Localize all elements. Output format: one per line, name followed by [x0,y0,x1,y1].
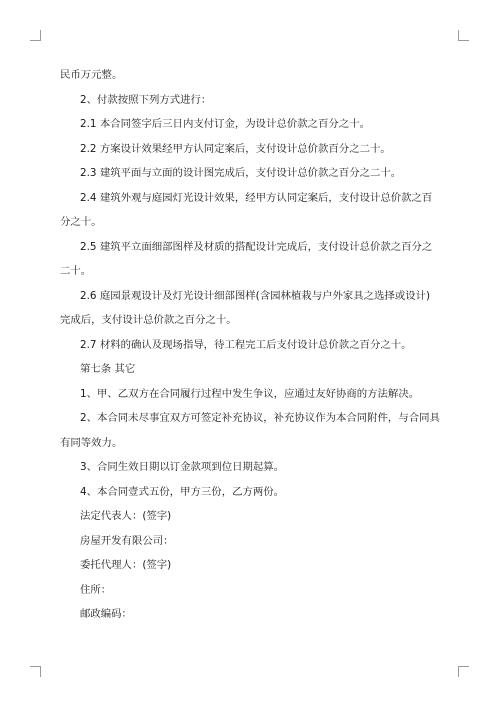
article-heading: 第七条 其它 [80,363,136,375]
paragraph-other-2: 2、本合同未尽事宜双方可签定补充协议，补充协议作为本合同附件，与合同具有同等效力。 [60,412,440,449]
signature-postcode: 邮政编码： [80,608,132,620]
signature-legal-representative: 法定代表人：(签字) [80,510,172,522]
page-corner-mark-bottom-right [458,666,469,677]
paragraph-other-4: 4、本合同壹式五份，甲方三份，乙方两份。 [80,485,285,498]
page-corner-mark-top-right [458,30,469,41]
paragraph-payment-2-5: 2.5 建筑平立面细部图样及材质的搭配设计完成后，支付设计总价款之百分之二十。 [60,240,433,277]
paragraph-other-3: 3、合同生效日期以订金款项到位日期起算。 [80,461,285,473]
paragraph-payment-2-1: 2.1 本合同签字后三日内支付订金，为设计总价款之百分之十。 [80,118,370,130]
paragraph-payment-2-2: 2.2 方案设计效果经甲方认同定案后，支付设计总价款百分之二十。 [80,142,391,155]
signature-address: 住所： [80,583,112,596]
paragraph-payment-2-4: 2.4 建筑外观与庭园灯光设计效果，经甲方认同定案后，支付设计总价款之百分之十。 [60,191,433,228]
paragraph-payment-2-6: 2.6 庭园景观设计及灯光设计细部图样(含园林植栽与户外家具之选择或设计)完成后，支付设计总价款之百分之十。 [60,289,431,326]
paragraph-other-1: 1、甲、乙双方在合同履行过程中发生争议，应通过友好协商的方法解决。 [80,387,420,400]
document-body [60,63,440,627]
page-corner-mark-bottom-left [30,666,41,677]
signature-agent: 委托代理人：(签字) [80,559,172,571]
paragraph-payment-2-3: 2.3 建筑平面与立面的设计图完成后，支付设计总价款之百分之二十。 [80,167,402,179]
signature-company: 房屋开发有限公司： [80,534,174,547]
paragraph-amount-tail: 民币万元整。 [60,69,123,81]
page-corner-mark-top-left [30,30,41,41]
paragraph-payment-2-7: 2.7 材料的确认及现场指导，待工程完工后支付设计总价款之百分之十。 [80,338,412,351]
paragraph-payment-method: 2、付款按照下列方式进行： [80,93,212,106]
